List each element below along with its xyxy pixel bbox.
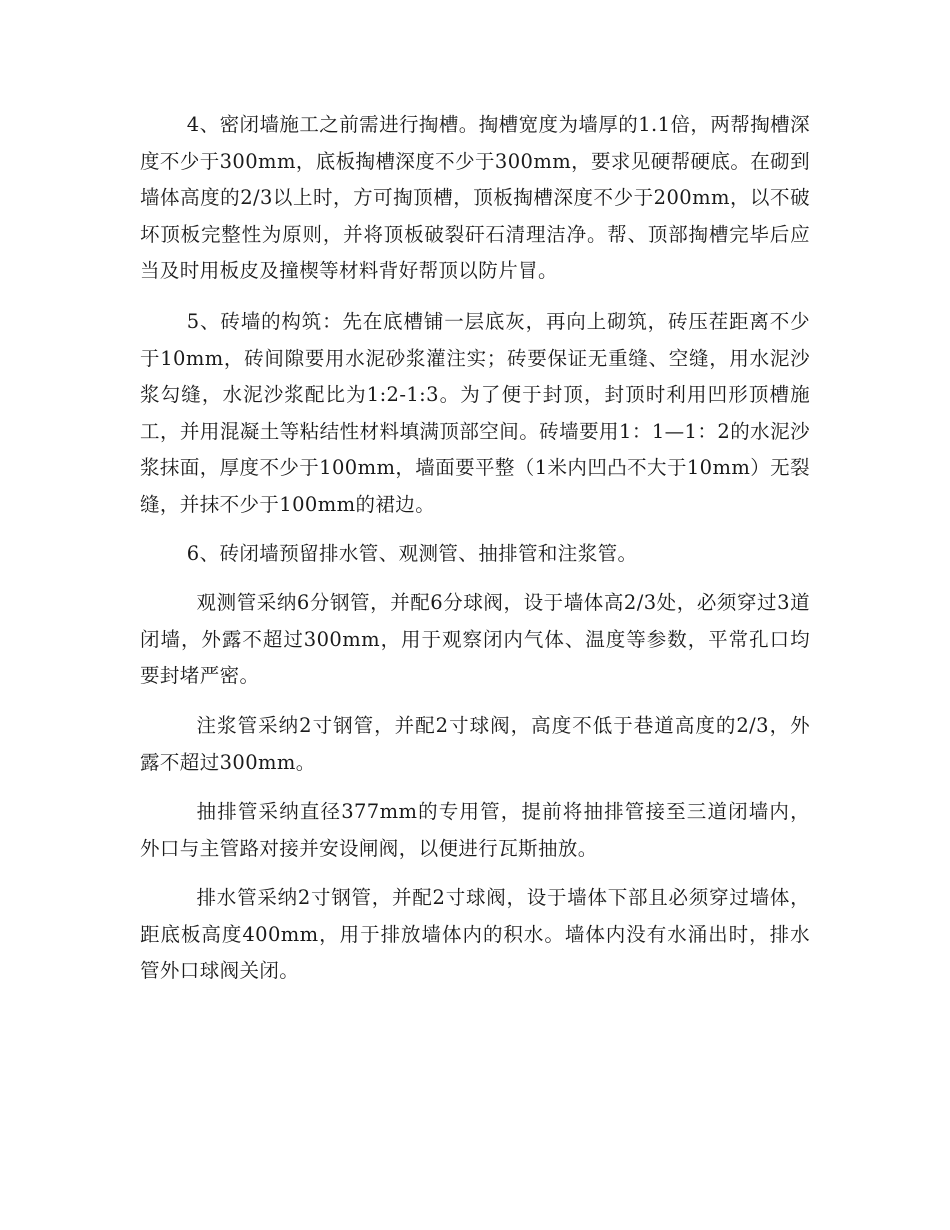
- document-body: [140, 107, 810, 990]
- paragraph-4-groove-cutting: 4、密闭墙施工之前需进行掏槽。掏槽宽度为墙厚的1.1倍，两帮掏槽深度不少于300mm，底板掏槽深度不少于300mm，要求见硬帮硬底。在砌到墙体高度的2/3以上时，方可掏顶槽，顶板掏槽深度不少于200mm，以不破坏顶板完整性为原则，并将顶板破裂矸石清理洁净。帮、顶部掏槽完毕后应当及时用板皮及撞楔等材料背好帮顶以防片冒。: [140, 113, 810, 283]
- paragraph-extraction-pipe: 抽排管采纳直径377mm的专用管，提前将抽排管接至三道闭墙内，外口与主管路对接并安设闸阀，以便进行瓦斯抽放。: [140, 800, 810, 860]
- paragraph-5-brick-wall-construction: 5、砖墙的构筑：先在底槽铺一层底灰，再向上砌筑，砖压茬距离不少于10mm，砖间隙要用水泥砂浆灌注实；砖要保证无重缝、空缝，用水泥沙浆勾缝，水泥沙浆配比为1:2-1:3。为了便于封顶，封顶时利用凹形顶槽施工，并用混凝土等粘结性材料填满顶部空间。砖墙要用1：1—1：2的水泥沙浆抹面，厚度不少于100mm，墙面要平整（1米内凹凸不大于10mm）无裂缝，并抹不少于100mm的裙边。: [140, 309, 810, 516]
- paragraph-grouting-pipe: 注浆管采纳2寸钢管，并配2寸球阀，高度不低于巷道高度的2/3，外露不超过300mm。: [140, 713, 810, 774]
- paragraph-6-reserved-pipes: 6、砖闭墙预留排水管、观测管、抽排管和注浆管。: [186, 541, 638, 565]
- paragraph-drainage-pipe: 排水管采纳2寸钢管，并配2寸球阀，设于墙体下部且必须穿过墙体，距底板高度400mm，用于排放墙体内的积水。墙体内没有水涌出时，排水管外口球阀关闭。: [140, 886, 810, 983]
- paragraph-observation-pipe: 观测管采纳6分钢管，并配6分球阀，设于墙体高2/3处，必须穿过3道闭墙，外露不超过300mm，用于观察闭内气体、温度等参数，平常孔口均要封堵严密。: [140, 591, 810, 688]
